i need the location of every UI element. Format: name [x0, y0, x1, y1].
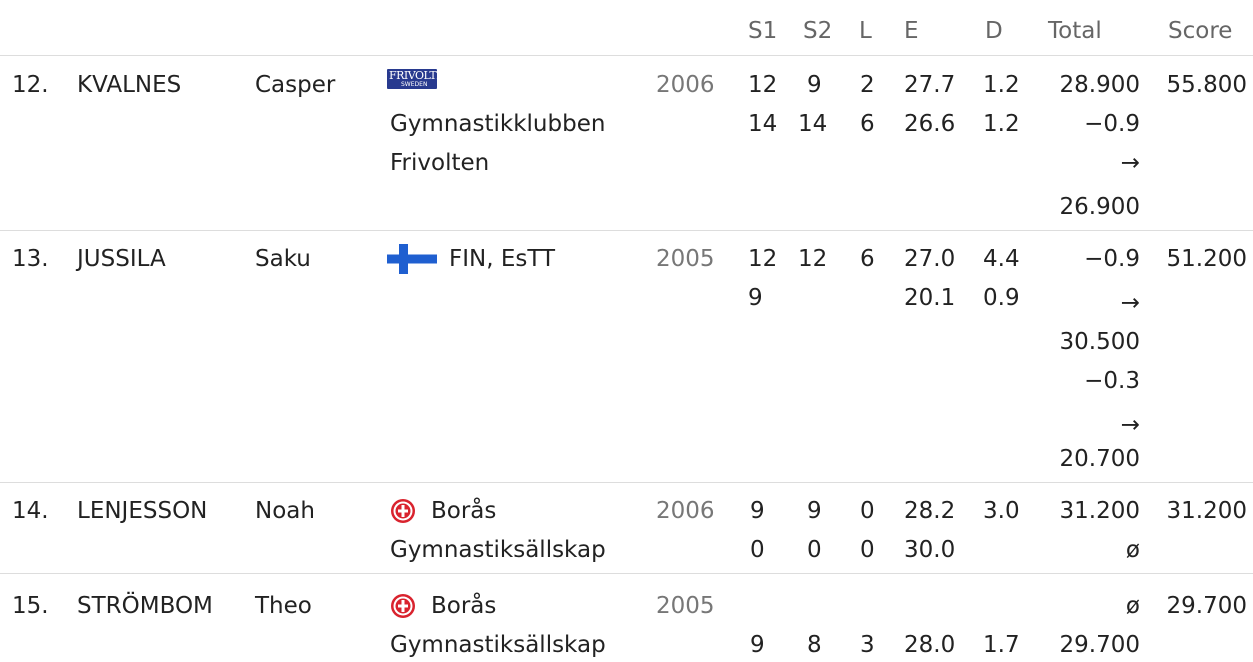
header-score: Score [1168, 18, 1233, 44]
d-value: 1.2 [983, 111, 1020, 137]
first-name[interactable]: Noah [255, 498, 315, 524]
s2-value: 8 [807, 632, 822, 658]
total-value: 26.900 [1059, 194, 1140, 220]
e-value: 20.1 [904, 285, 956, 311]
s1-value: 9 [748, 285, 763, 311]
club-name[interactable]: Borås [431, 593, 497, 619]
header-total: Total [1048, 18, 1102, 44]
boras-club-badge-icon [390, 498, 416, 524]
rank: 12. [12, 72, 49, 98]
last-name[interactable]: KVALNES [77, 72, 182, 98]
header-l: L [859, 18, 872, 44]
club-name[interactable]: Gymnastikklubben [390, 111, 606, 137]
first-name[interactable]: Casper [255, 72, 336, 98]
first-name[interactable]: Theo [255, 593, 312, 619]
score-value: 31.200 [1166, 498, 1247, 524]
e-value: 27.0 [904, 246, 956, 272]
rank: 14. [12, 498, 49, 524]
s2-value: 0 [807, 537, 822, 563]
club-name[interactable]: Borås [431, 498, 497, 524]
l-value: 0 [860, 498, 875, 524]
s1-value: 14 [748, 111, 778, 137]
d-value: 1.2 [983, 72, 1020, 98]
score-value: 51.200 [1166, 246, 1247, 272]
last-name[interactable]: LENJESSON [77, 498, 208, 524]
s1-value: 0 [750, 537, 765, 563]
header-rule [0, 55, 1253, 56]
arrow-icon: → [1120, 290, 1140, 316]
row-divider [0, 230, 1253, 231]
header-s1: S1 [748, 18, 778, 44]
penalty-value: −0.3 [1084, 368, 1140, 394]
e-value: 26.6 [904, 111, 956, 137]
club-name-cont[interactable]: Frivolten [390, 150, 490, 176]
penalty-value: −0.9 [1084, 111, 1140, 137]
birth-year: 2005 [656, 593, 715, 619]
last-name[interactable]: STRÖMBOM [77, 593, 213, 619]
total-value: 28.900 [1059, 72, 1140, 98]
e-value: 28.2 [904, 498, 956, 524]
club-name[interactable]: FIN, EsTT [449, 246, 556, 272]
s1-value: 9 [750, 632, 765, 658]
no-result-symbol: ø [1125, 537, 1140, 563]
d-value: 3.0 [983, 498, 1020, 524]
l-value: 6 [860, 246, 875, 272]
club-name-cont[interactable]: Gymnastiksällskap [390, 537, 606, 563]
s1-value: 12 [748, 72, 778, 98]
total-value: 20.700 [1059, 446, 1140, 472]
rank: 15. [12, 593, 49, 619]
finland-flag-icon [387, 244, 437, 274]
arrow-icon: → [1120, 150, 1140, 176]
d-value: 0.9 [983, 285, 1020, 311]
row-divider [0, 573, 1253, 574]
s2-value: 14 [798, 111, 828, 137]
birth-year: 2005 [656, 246, 715, 272]
penalty-value: −0.9 [1084, 246, 1140, 272]
row-divider [0, 482, 1253, 483]
l-value: 0 [860, 537, 875, 563]
frivolten-logo-text: FRIVOLTEN [389, 69, 453, 82]
e-value: 30.0 [904, 537, 956, 563]
arrow-icon: → [1120, 412, 1140, 438]
header-d: D [985, 18, 1003, 44]
frivolten-logo-icon [387, 69, 453, 89]
total-value: 31.200 [1059, 498, 1140, 524]
score-value: 29.700 [1166, 593, 1247, 619]
score-value: 55.800 [1166, 72, 1247, 98]
s1-value: 9 [750, 498, 765, 524]
s2-value: 12 [798, 246, 828, 272]
last-name[interactable]: JUSSILA [77, 246, 166, 272]
club-name-cont[interactable]: Gymnastiksällskap [390, 632, 606, 658]
header-e: E [904, 18, 919, 44]
total-value: 30.500 [1059, 329, 1140, 355]
first-name[interactable]: Saku [255, 246, 311, 272]
d-value: 1.7 [983, 632, 1020, 658]
total-value: 29.700 [1059, 632, 1140, 658]
boras-club-badge-icon [390, 593, 416, 619]
e-value: 28.0 [904, 632, 956, 658]
s1-value: 12 [748, 246, 778, 272]
s2-value: 9 [807, 498, 822, 524]
header-s2: S2 [803, 18, 833, 44]
l-value: 3 [860, 632, 875, 658]
l-value: 2 [860, 72, 875, 98]
d-value: 4.4 [983, 246, 1020, 272]
l-value: 6 [860, 111, 875, 137]
s2-value: 9 [807, 72, 822, 98]
no-result-symbol: ø [1125, 593, 1140, 619]
e-value: 27.7 [904, 72, 956, 98]
rank: 13. [12, 246, 49, 272]
birth-year: 2006 [656, 72, 715, 98]
frivolten-logo-subtext: SWEDEN [401, 81, 428, 88]
birth-year: 2006 [656, 498, 715, 524]
